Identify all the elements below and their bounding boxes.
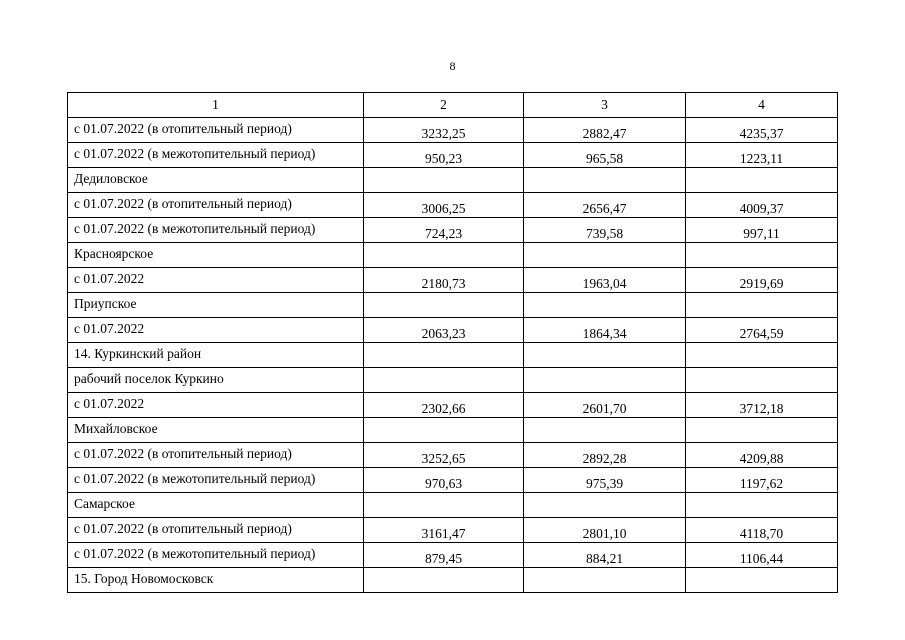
value-cell-col-2: 2302,66 bbox=[364, 393, 524, 418]
value-cell-col-2: 3252,65 bbox=[364, 443, 524, 468]
value-cell-col-4 bbox=[686, 368, 838, 393]
value-cell-col-4: 1197,62 bbox=[686, 468, 838, 493]
row-label-cell: Красноярское bbox=[68, 243, 364, 268]
table-row bbox=[68, 493, 838, 518]
value-cell-col-4: 4118,70 bbox=[686, 518, 838, 543]
value-cell-col-4 bbox=[686, 168, 838, 193]
value-cell-col-3: 1864,34 bbox=[524, 318, 686, 343]
table-header-row bbox=[68, 93, 838, 118]
tariff-table bbox=[67, 92, 838, 593]
value-cell-col-4: 4235,37 bbox=[686, 118, 838, 143]
value-cell-col-2: 2063,23 bbox=[364, 318, 524, 343]
table-row bbox=[68, 568, 838, 593]
value-cell-col-3: 2656,47 bbox=[524, 193, 686, 218]
table-row bbox=[68, 418, 838, 443]
value-cell-col-2 bbox=[364, 568, 524, 593]
value-cell-col-4: 1106,44 bbox=[686, 543, 838, 568]
row-label-cell: 14. Куркинский район bbox=[68, 343, 364, 368]
table-row bbox=[68, 168, 838, 193]
value-cell-col-3: 965,58 bbox=[524, 143, 686, 168]
value-cell-col-4: 4209,88 bbox=[686, 443, 838, 468]
value-cell-col-2 bbox=[364, 418, 524, 443]
value-cell-col-2: 3006,25 bbox=[364, 193, 524, 218]
value-cell-col-3: 2892,28 bbox=[524, 443, 686, 468]
value-cell-col-3 bbox=[524, 368, 686, 393]
value-cell-col-2 bbox=[364, 168, 524, 193]
row-label-cell: 15. Город Новомосковск bbox=[68, 568, 364, 593]
row-label-cell: с 01.07.2022 (в отопительный период) bbox=[68, 118, 364, 143]
row-label-cell: Дедиловское bbox=[68, 168, 364, 193]
row-label-cell: с 01.07.2022 (в отопительный период) bbox=[68, 443, 364, 468]
row-label-cell: с 01.07.2022 (в межотопительный период) bbox=[68, 468, 364, 493]
table-row bbox=[68, 218, 838, 243]
row-label-cell: с 01.07.2022 (в отопительный период) bbox=[68, 193, 364, 218]
value-cell-col-4: 4009,37 bbox=[686, 193, 838, 218]
value-cell-col-3 bbox=[524, 493, 686, 518]
value-cell-col-3: 739,58 bbox=[524, 218, 686, 243]
row-label-cell: рабочий поселок Куркино bbox=[68, 368, 364, 393]
table-row bbox=[68, 293, 838, 318]
value-cell-col-2: 950,23 bbox=[364, 143, 524, 168]
value-cell-col-2 bbox=[364, 493, 524, 518]
table-row bbox=[68, 318, 838, 343]
value-cell-col-3: 975,39 bbox=[524, 468, 686, 493]
value-cell-col-3: 2882,47 bbox=[524, 118, 686, 143]
value-cell-col-3: 2801,10 bbox=[524, 518, 686, 543]
table-row bbox=[68, 443, 838, 468]
table-row bbox=[68, 343, 838, 368]
value-cell-col-4 bbox=[686, 343, 838, 368]
tariff-table-body bbox=[68, 93, 838, 593]
value-cell-col-2 bbox=[364, 243, 524, 268]
value-cell-col-2: 2180,73 bbox=[364, 268, 524, 293]
table-row bbox=[68, 543, 838, 568]
row-label-cell: с 01.07.2022 (в межотопительный период) bbox=[68, 218, 364, 243]
table-row bbox=[68, 193, 838, 218]
value-cell-col-4: 2764,59 bbox=[686, 318, 838, 343]
value-cell-col-4 bbox=[686, 293, 838, 318]
table-row bbox=[68, 468, 838, 493]
value-cell-col-2: 970,63 bbox=[364, 468, 524, 493]
row-label-cell: Михайловское bbox=[68, 418, 364, 443]
value-cell-col-3: 1963,04 bbox=[524, 268, 686, 293]
row-label-cell: Приупское bbox=[68, 293, 364, 318]
column-header-4: 4 bbox=[686, 93, 838, 118]
value-cell-col-4 bbox=[686, 568, 838, 593]
row-label-cell: с 01.07.2022 bbox=[68, 268, 364, 293]
column-header-3: 3 bbox=[524, 93, 686, 118]
row-label-cell: с 01.07.2022 (в межотопительный период) bbox=[68, 143, 364, 168]
table-row bbox=[68, 393, 838, 418]
value-cell-col-4 bbox=[686, 493, 838, 518]
value-cell-col-3 bbox=[524, 293, 686, 318]
row-label-cell: с 01.07.2022 bbox=[68, 393, 364, 418]
value-cell-col-2 bbox=[364, 368, 524, 393]
value-cell-col-2 bbox=[364, 343, 524, 368]
table-row bbox=[68, 118, 838, 143]
column-header-1: 1 bbox=[68, 93, 364, 118]
value-cell-col-3: 884,21 bbox=[524, 543, 686, 568]
value-cell-col-2: 3232,25 bbox=[364, 118, 524, 143]
value-cell-col-2: 724,23 bbox=[364, 218, 524, 243]
row-label-cell: с 01.07.2022 (в межотопительный период) bbox=[68, 543, 364, 568]
value-cell-col-4 bbox=[686, 243, 838, 268]
table-row bbox=[68, 143, 838, 168]
value-cell-col-2: 3161,47 bbox=[364, 518, 524, 543]
value-cell-col-3 bbox=[524, 168, 686, 193]
table-row bbox=[68, 518, 838, 543]
value-cell-col-3 bbox=[524, 568, 686, 593]
value-cell-col-3 bbox=[524, 343, 686, 368]
column-header-2: 2 bbox=[364, 93, 524, 118]
value-cell-col-4: 3712,18 bbox=[686, 393, 838, 418]
page-number: 8 bbox=[449, 59, 456, 73]
value-cell-col-3 bbox=[524, 243, 686, 268]
value-cell-col-2: 879,45 bbox=[364, 543, 524, 568]
row-label-cell: Самарское bbox=[68, 493, 364, 518]
value-cell-col-4: 2919,69 bbox=[686, 268, 838, 293]
table-row bbox=[68, 368, 838, 393]
value-cell-col-4 bbox=[686, 418, 838, 443]
value-cell-col-3 bbox=[524, 418, 686, 443]
value-cell-col-4: 1223,11 bbox=[686, 143, 838, 168]
value-cell-col-3: 2601,70 bbox=[524, 393, 686, 418]
row-label-cell: с 01.07.2022 (в отопительный период) bbox=[68, 518, 364, 543]
value-cell-col-2 bbox=[364, 293, 524, 318]
table-row bbox=[68, 268, 838, 293]
table-row bbox=[68, 243, 838, 268]
value-cell-col-4: 997,11 bbox=[686, 218, 838, 243]
row-label-cell: с 01.07.2022 bbox=[68, 318, 364, 343]
